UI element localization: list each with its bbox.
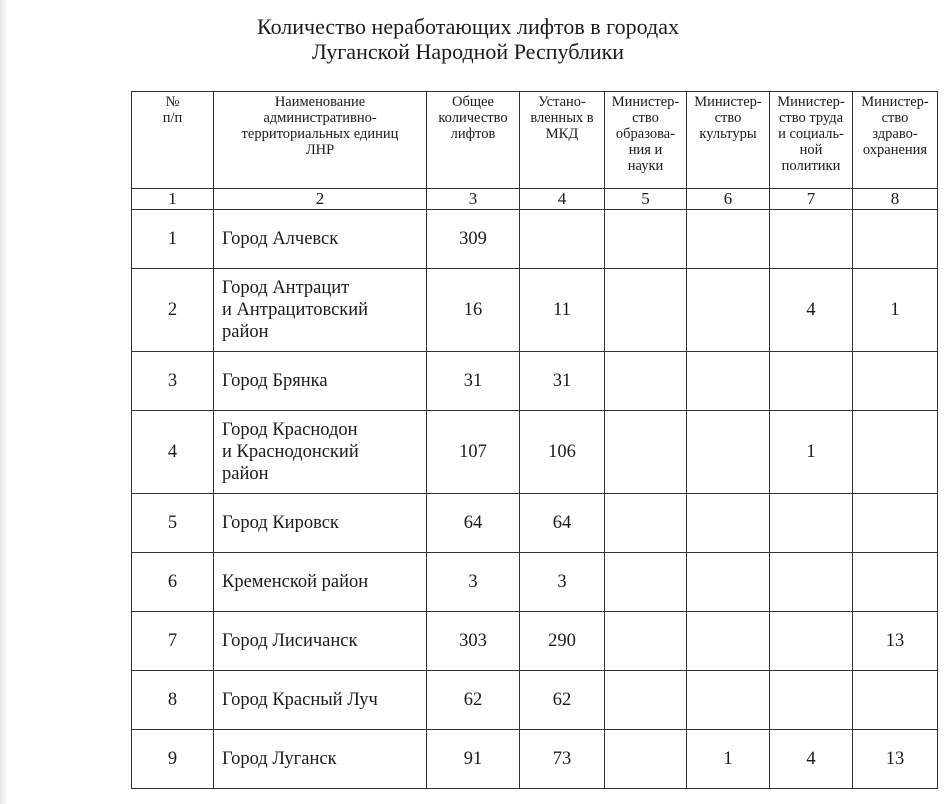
ministry-education-cell: [605, 210, 687, 269]
unit-name-cell: [214, 210, 427, 269]
total-lifts-cell: 31: [427, 352, 520, 411]
ministry-culture-cell: [687, 269, 770, 352]
header-line: №: [165, 94, 180, 110]
unit-name-line: район: [222, 322, 269, 342]
unit-name-line: Город Луганск: [222, 749, 337, 769]
ministry-culture-cell: [687, 671, 770, 730]
header-line: здраво-: [872, 126, 918, 142]
header-line: территориальных единиц: [241, 126, 399, 142]
mkd-lifts-cell: 3: [520, 553, 605, 612]
column-number-cell: 5: [605, 189, 687, 210]
row-number-cell: 5: [132, 494, 214, 553]
column-number-cell: 3: [427, 189, 520, 210]
table-row: [132, 352, 938, 411]
row-number-cell: 3: [132, 352, 214, 411]
ministry-health-cell: 13: [853, 730, 938, 789]
unit-name-line: район: [222, 464, 269, 484]
header-line: ния и: [628, 142, 663, 158]
row-number-cell: 4: [132, 411, 214, 494]
total-lifts-cell: 64: [427, 494, 520, 553]
ministry-education-cell: [605, 671, 687, 730]
header-line: Министер-: [611, 94, 680, 110]
ministry-health-cell: 1: [853, 269, 938, 352]
header-line: ство: [881, 110, 909, 126]
unit-name-cell: [214, 494, 427, 553]
header-line: Министер-: [777, 94, 845, 110]
header-line: науки: [627, 158, 664, 174]
ministry-culture-cell: [687, 352, 770, 411]
header-line: ство: [632, 110, 659, 126]
mkd-lifts-cell: 73: [520, 730, 605, 789]
row-number-cell: 9: [132, 730, 214, 789]
unit-name-cell: [214, 612, 427, 671]
total-lifts-cell: 107: [427, 411, 520, 494]
unit-name-line: Город Красный Луч: [222, 690, 378, 710]
table-row: [132, 553, 938, 612]
ministry-education-cell: [605, 494, 687, 553]
header-cell-col1: [132, 92, 214, 189]
unit-name-line: Кременской район: [222, 572, 369, 592]
total-lifts-cell: 16: [427, 269, 520, 352]
column-number-cell: 1: [132, 189, 214, 210]
header-line: Общее: [452, 94, 494, 110]
column-number-cell: 7: [770, 189, 853, 210]
table-row: [132, 269, 938, 352]
column-number-cell: 2: [214, 189, 427, 210]
table-row: [132, 494, 938, 553]
ministry-labor-cell: [770, 210, 853, 269]
total-lifts-cell: 3: [427, 553, 520, 612]
ministry-culture-cell: [687, 553, 770, 612]
ministry-labor-cell: 1: [770, 411, 853, 494]
column-number-cell: 4: [520, 189, 605, 210]
ministry-labor-cell: [770, 612, 853, 671]
header-cell-col6: [687, 92, 770, 189]
table-row: [132, 612, 938, 671]
header-line: вленных в: [530, 110, 594, 126]
unit-name-line: Город Краснодон: [222, 420, 358, 440]
ministry-health-cell: [853, 553, 938, 612]
unit-name-line: Город Кировск: [222, 513, 339, 533]
ministry-labor-cell: [770, 553, 853, 612]
table-row: [132, 411, 938, 494]
mkd-lifts-cell: 31: [520, 352, 605, 411]
scan-page-edge: [0, 0, 8, 804]
mkd-lifts-cell: 62: [520, 671, 605, 730]
ministry-education-cell: [605, 269, 687, 352]
ministry-labor-cell: 4: [770, 269, 853, 352]
ministry-health-cell: [853, 352, 938, 411]
header-cell-col8: [853, 92, 938, 189]
row-number-cell: 8: [132, 671, 214, 730]
header-line: административно-: [263, 110, 377, 126]
column-number-cell: 8: [853, 189, 938, 210]
unit-name-cell: [214, 671, 427, 730]
header-line: культуры: [699, 126, 757, 142]
table-row: [132, 671, 938, 730]
header-cell-col2: [214, 92, 427, 189]
ministry-culture-cell: [687, 494, 770, 553]
header-line: политики: [781, 158, 841, 174]
ministry-health-cell: 13: [853, 612, 938, 671]
column-number-row: [132, 189, 938, 210]
unit-name-line: Город Брянка: [222, 371, 328, 391]
header-line: количество: [438, 110, 508, 126]
mkd-lifts-cell: 290: [520, 612, 605, 671]
header-line: Министер-: [861, 94, 929, 110]
ministry-culture-cell: [687, 612, 770, 671]
header-line: Наименование: [274, 94, 366, 110]
header-line: лифтов: [450, 126, 496, 142]
title-line-2: Луганской Народной Республики: [311, 39, 625, 64]
ministry-labor-cell: [770, 352, 853, 411]
ministry-health-cell: [853, 411, 938, 494]
ministry-education-cell: [605, 612, 687, 671]
ministry-education-cell: [605, 411, 687, 494]
unit-name-line: и Краснодонский: [222, 442, 359, 462]
header-line: ство: [714, 110, 742, 126]
ministry-culture-cell: [687, 210, 770, 269]
header-line: Устано-: [538, 94, 586, 110]
header-line: ной: [799, 142, 823, 158]
total-lifts-cell: 303: [427, 612, 520, 671]
unit-name-line: Город Антрацит: [222, 278, 350, 298]
elevators-table: [131, 91, 938, 789]
ministry-education-cell: [605, 553, 687, 612]
table-row: [132, 210, 938, 269]
header-line: и социаль-: [778, 126, 844, 142]
ministry-labor-cell: 4: [770, 730, 853, 789]
ministry-health-cell: [853, 494, 938, 553]
mkd-lifts-cell: 64: [520, 494, 605, 553]
ministry-health-cell: [853, 210, 938, 269]
ministry-education-cell: [605, 352, 687, 411]
header-cell-col5: [605, 92, 687, 189]
total-lifts-cell: 91: [427, 730, 520, 789]
unit-name-line: Город Алчевск: [222, 229, 339, 249]
unit-name-cell: [214, 411, 427, 494]
header-line: ЛНР: [305, 142, 335, 158]
row-number-cell: 1: [132, 210, 214, 269]
mkd-lifts-cell: 11: [520, 269, 605, 352]
header-line: Министер-: [694, 94, 762, 110]
row-number-cell: 7: [132, 612, 214, 671]
title-line-1: Количество неработающих лифтов в городах: [257, 14, 679, 39]
unit-name-line: Город Лисичанск: [222, 631, 358, 651]
ministry-health-cell: [853, 671, 938, 730]
table-header-row: [132, 92, 938, 189]
row-number-cell: 6: [132, 553, 214, 612]
row-number-cell: 2: [132, 269, 214, 352]
header-cell-col7: [770, 92, 853, 189]
ministry-culture-cell: [687, 411, 770, 494]
header-line: образова-: [615, 126, 676, 142]
header-cell-col3: [427, 92, 520, 189]
mkd-lifts-cell: 106: [520, 411, 605, 494]
header-line: охранения: [862, 142, 928, 158]
mkd-lifts-cell: [520, 210, 605, 269]
unit-name-cell: [214, 352, 427, 411]
unit-name-line: и Антрацитовский: [222, 300, 369, 320]
unit-name-cell: [214, 269, 427, 352]
total-lifts-cell: 62: [427, 671, 520, 730]
document-title: [0, 14, 946, 64]
ministry-labor-cell: [770, 671, 853, 730]
header-line: ство труда: [778, 110, 844, 126]
unit-name-cell: [214, 553, 427, 612]
unit-name-cell: [214, 730, 427, 789]
ministry-labor-cell: [770, 494, 853, 553]
header-cell-col4: [520, 92, 605, 189]
ministry-education-cell: [605, 730, 687, 789]
column-number-cell: 6: [687, 189, 770, 210]
ministry-culture-cell: 1: [687, 730, 770, 789]
table-row: [132, 730, 938, 789]
total-lifts-cell: 309: [427, 210, 520, 269]
header-line: МКД: [545, 126, 579, 142]
header-line: п/п: [162, 110, 183, 126]
